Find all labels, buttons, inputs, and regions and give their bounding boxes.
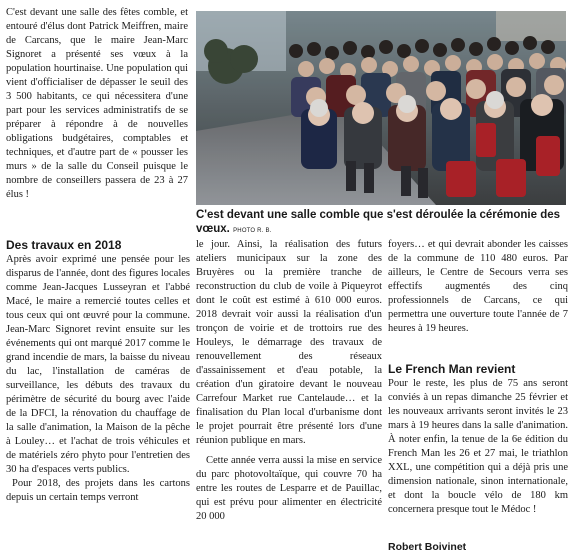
column-3-paragraph-2: Pour le reste, les plus de 75 ans seront conviés à un repas dimanche 25 février et les nouveaux arrivants seront invités le 23 mars à 19 heures dans la salle d'animation. À noter enfin, la tenue de la 6e édition du French Man les 26 et 27 mai, le triathlon XXL, une compétition qui a déjà pris une dimension nationale, sinon internationale, et dont la boucle vélo de 180 km concernera presque tout le Médoc ! [388, 378, 568, 515]
photo-caption [196, 208, 566, 238]
intro-paragraph: C'est devant une salle des fêtes comble, et entouré d'élus dont Patrick Meiffren, maire de Carcans, que le maire Jean-Marc Signoret a présenté ses vœux à la population hourtinaise. Une population qui vient d'officialiser de dépasser le seuil des 3 500 habitants, ce qui nécessitera d'une part pour les services administratifs de se préparer à répondre à de nouvelles obligations budgétaires, comptables et techniques, et d'autre part de « pousser les murs » de la salle du Conseil puisque le nombre de conseillers passera de 23 à 27 élus ! [6, 7, 188, 200]
column-3-paragraph-1: foyers… et qui devrait abonder les caisses de la commune de 110 480 euros. Par ailleurs, le Centre de Secours verra ses effectifs augmentés des cinq professionnels de Carcans, ce qui permettra une ouverture toute l'année de 7 heures à 19 heures. [388, 239, 568, 334]
column-1-paragraph-1: Après avoir exprimé une pensée pour les disparus de l'année, dont des figures locales comme Jean-Jacques Lusseyran et l'abbé Macé, le maire a remercié toutes celles et tous ceux qui ont œuvré pour la commune. Jean-Marc Signoret revint ensuite sur les événements qui ont marqué 2017 comme le grand incendie de mars, la baisse du niveau du lac, l'installation de caméras de surveillance, les débuts des travaux du périmètre de sécurité du bourg avec l'aide de la DFCI, la rénovation du chauffage de la salle d'animation, la Maison de la pêche à Louley… et l'achat de trois véhicules et de matériels zéro phyto pour l'entretien des 30 ha d'espaces verts publics. [6, 254, 190, 475]
photo-credit: PHOTO R. B. [233, 228, 272, 234]
column-1-paragraph-2: Pour 2018, des projets dans les cartons depuis un certain temps verront [6, 478, 190, 503]
section-heading-french-man: Le French Man revient [388, 362, 516, 376]
column-2 [196, 238, 382, 524]
column-1 [6, 253, 190, 505]
column-2-paragraph-2: Cette année verra aussi la mise en service du parc photovoltaïque, qui couvre 70 ha entre les routes de Lesparre et de Pauillac, qui est prévu pour alimenter en électricité 20 000 [196, 455, 382, 522]
caption-text: C'est devant une salle comble que s'est déroulée la cérémonie des vœux. [196, 209, 561, 235]
section-heading-travaux: Des travaux en 2018 [6, 238, 122, 252]
audience-illustration [196, 11, 566, 205]
author-signature: Robert Boivinet [388, 541, 467, 553]
column-2-paragraph-1: le jour. Ainsi, la réalisation des futurs ateliers municipaux sur la zone des Bruyères ou la première tranche de reconstruction du club de voile à Piqueyrot dont le coût est estimé à 610 000 euros. 2018 devrait voir aussi la réalisation d'un tronçon de voirie et de trottoirs rue des Houleys, le démarrage des travaux de renouvellement des réseaux d'assainissement et d'eau potable, la création d'un giratoire devant le nouveau Carrefour Market rue Cantelaude… et la finalisation du Plan local d'urbanisme dont le projet pourrait être présenté lors d'une réunion publique en mars. [196, 239, 382, 446]
audience-photo [196, 11, 566, 205]
